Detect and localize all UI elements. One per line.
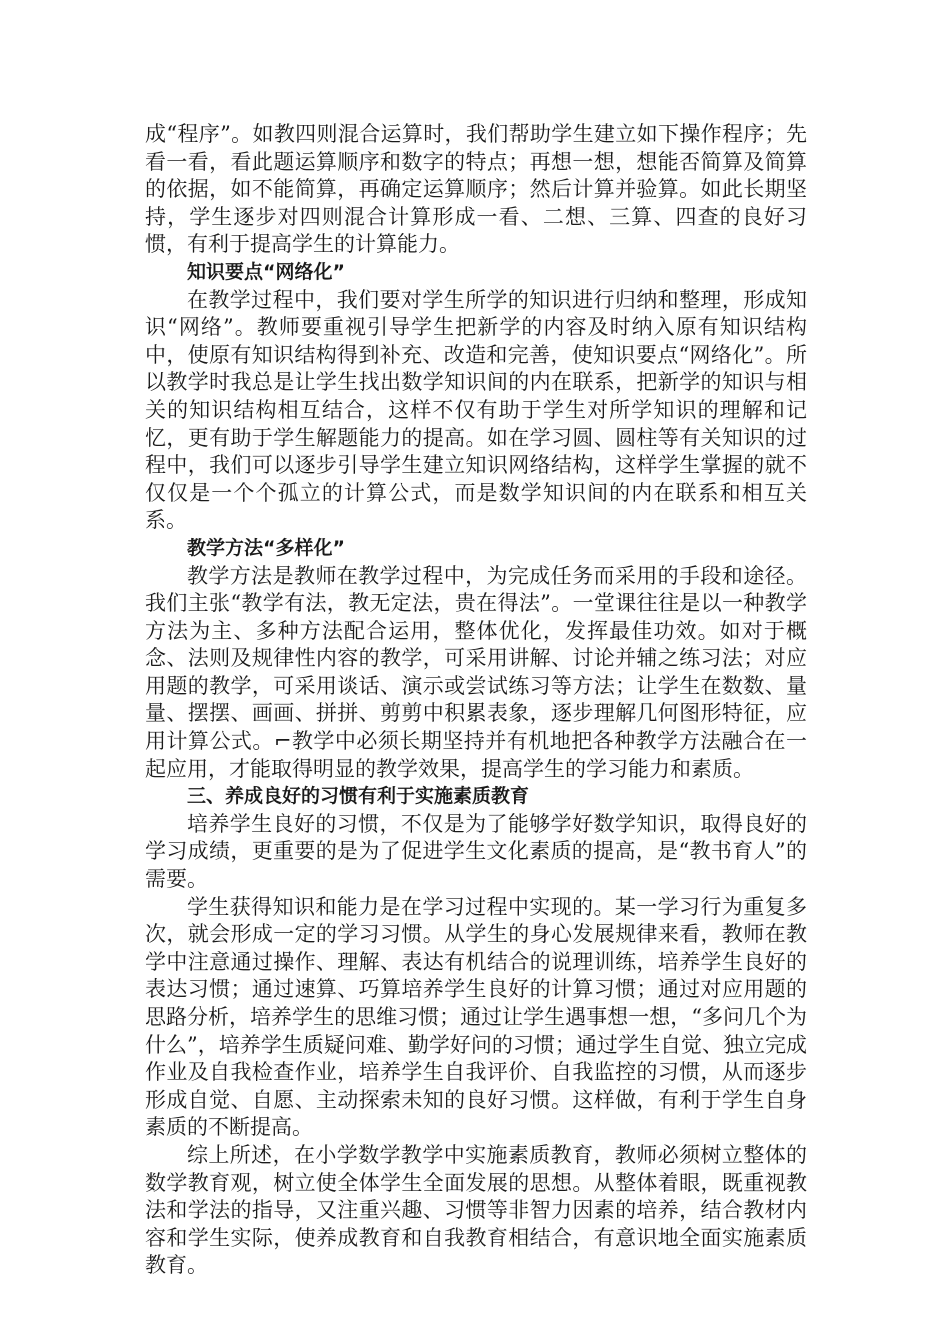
section-heading-knowledge-network: 知识要点“网络化”: [187, 260, 345, 283]
paragraph-continued: 成“程序”。如教四则混合运算时，我们帮助学生建立如下操作程序；先看一看，看此题运算顺序和数字的特点；再想一想，想能否简算及简算的依据，如不能简算，再确定运算顺序；然后计算并验算。如此长期坚持，学生逐步对四则混合计算形成一看、二想、三算、四查的良好习惯，有利于提高学生的计算能力。: [145, 122, 807, 257]
paragraph-good-habits-detail: 学生获得知识和能力是在学习过程中实现的。某一学习行为重复多次，就会形成一定的学习习惯。从学生的身心发展规律来看，教师在教学中注意通过操作、理解、表达有机结合的说理训练，培养学生良好的表达习惯；通过速算、巧算培养学生良好的计算习惯；通过对应用题的思路分析，培养学生的思维习惯；通过让学生遇事想一想，“多问几个为什么”，培养学生质疑问难、勤学好问的习惯；通过学生自觉、独立完成作业及自我检查作业，培养学生自我评价、自我监控的习惯，从而逐步形成自觉、自愿、主动探索未知的良好习惯。这样做，有利于学生自身素质的不断提高。: [145, 894, 807, 1140]
paragraph-conclusion: 综上所述，在小学数学教学中实施素质教育，教师必须树立整体的数学教育观，树立使全体学生全面发展的思想。从整体着眼，既重视教法和学法的指导，又注重兴趣、习惯等非智力因素的培养，结合教材内容和学生实际，使养成教育和自我教育相结合，有意识地全面实施素质教育。: [145, 1142, 807, 1278]
paragraph-good-habits-intro: 培养学生良好的习惯，不仅是为了能够学好数学知识，取得良好的学习成绩，更重要的是为了促进学生文化素质的提高，是“教书育人”的需要。: [145, 811, 807, 892]
section-heading-teaching-methods: 教学方法“多样化”: [187, 536, 345, 559]
paragraph-teaching-methods: 教学方法是教师在教学过程中，为完成任务而采用的手段和途径。我们主张“教学有法，教无定法，贵在得法”。一堂课往往是以一种教学方法为主、多种方法配合运用，整体优化，发挥最佳功效。如对于概念、法则及规律性内容的教学，可采用讲解、讨论并辅之练习法；对应用题的教学，可采用谈话、演示或尝试练习等方法；让学生在数数、量量、摆摆、画画、拼拼、剪剪中积累表象，逐步理解几何图形特征，应用计算公式。⌐教学中必须长期坚持并有机地把各种教学方法融合在一起应用，才能取得明显的教学效果，提高学生的学习能力和素质。: [145, 563, 807, 781]
section-heading-good-habits: 三、养成良好的习惯有利于实施素质教育: [187, 785, 530, 808]
paragraph-knowledge-network: 在教学过程中，我们要对学生所学的知识进行归纳和整理，形成知识“网络”。教师要重视引导学生把新学的内容及时纳入原有知识结构中，使原有知识结构得到补充、改造和完善，使知识要点“网络化”。所以教学时我总是让学生找出数学知识间的内在联系，把新学的知识与相关的知识结构相互结合，这样不仅有助于学生对所学知识的理解和记忆，更有助于学生解题能力的提高。如在学习圆、圆柱等有关知识的过程中，我们可以逐步引导学生建立知识网络结构，这样学生掌握的就不仅仅是一个个孤立的计算公式，而是数学知识间的内在联系和相互关系。: [145, 287, 807, 533]
document-page: [145, 121, 807, 1280]
